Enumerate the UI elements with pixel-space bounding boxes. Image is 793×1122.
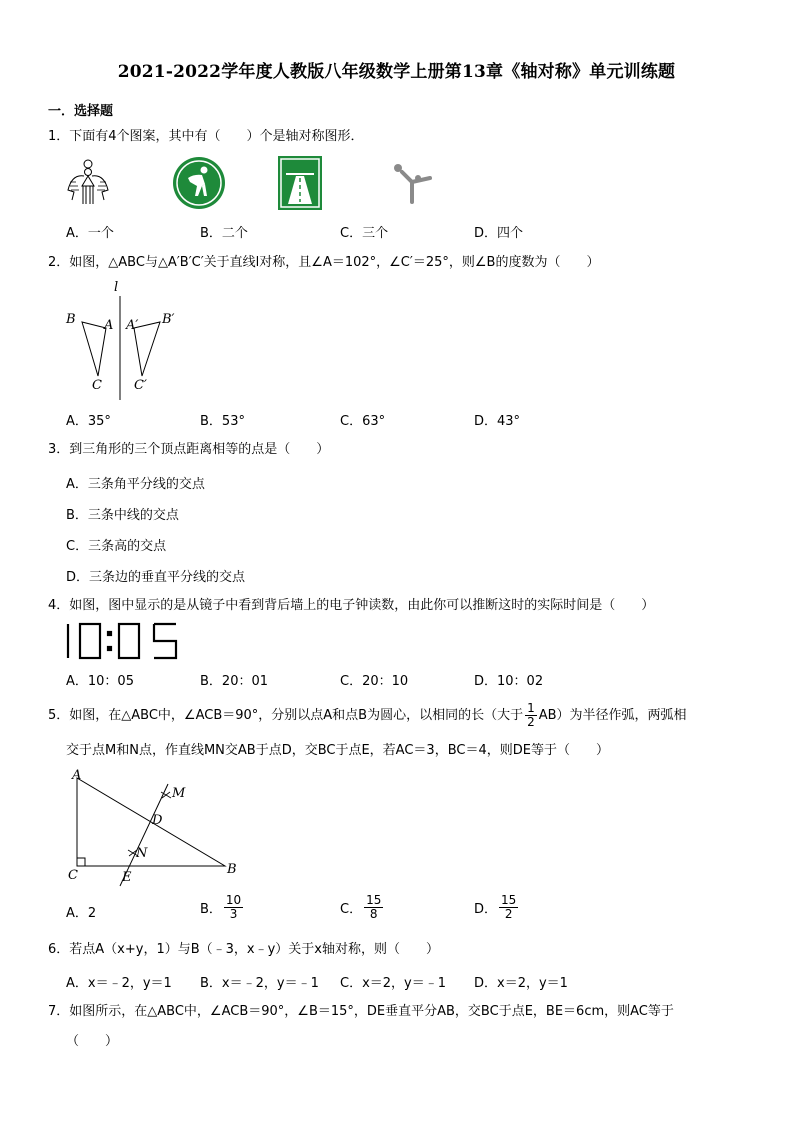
q2-label-b-prime: B′ (162, 312, 175, 327)
q5-option-b-prefix: B． (200, 902, 222, 917)
gymnast-figure (388, 162, 432, 206)
q1-option-d: D．四个 (474, 226, 524, 241)
q2-option-c: C．63° (340, 414, 386, 429)
q5-option-d-fraction (499, 894, 518, 921)
q5-label-e: E (122, 870, 132, 885)
q2-option-b: B．53° (200, 414, 245, 429)
q5-option-c-prefix: C． (340, 902, 363, 917)
q2-label-c-prime: C′ (134, 378, 147, 393)
question-2-stem (48, 254, 599, 272)
q5-label-d: D (152, 813, 163, 828)
q5-frac-den: 2 (527, 715, 535, 729)
q5-frac-num: 1 (527, 701, 535, 715)
q2-label-a-prime: A′ (126, 318, 139, 333)
section-heading: 一．选择题 (48, 104, 114, 119)
q6-option-b: B．x＝﹣2，y＝﹣1 (200, 976, 319, 991)
q5-option-a: A．2 (66, 906, 97, 921)
q5-option-c-den: 8 (369, 907, 378, 921)
q5-option-b-den: 3 (229, 907, 238, 921)
q2-figure (60, 282, 190, 402)
q5-option-d (474, 894, 520, 921)
q3-option-d: D．三条边的垂直平分线的交点 (66, 570, 246, 585)
q5-text-a: 5．如图，在△ABC中，∠ACB＝90°，分别以点A和点B为圆心，以相同的长（大于 (48, 708, 524, 723)
q5-option-b (200, 894, 245, 921)
question-7-tail: （ ） (66, 1034, 119, 1049)
q4-option-b: B．20：01 (200, 674, 269, 689)
q5-option-c-fraction (364, 894, 383, 921)
q3-option-a: A．三条角平分线的交点 (66, 477, 205, 492)
q6-option-a: A．x＝﹣2，y＝1 (66, 976, 172, 991)
green-person-sign (172, 156, 226, 210)
q5-figure (60, 770, 240, 890)
q2-label-l: l (114, 280, 119, 295)
q5-option-d-den: 2 (504, 907, 513, 921)
q4-option-a: A．10：05 (66, 674, 134, 689)
q6-option-d: D．x＝2，y＝1 (474, 976, 568, 991)
q5-label-n: N (136, 846, 148, 861)
q4-option-d: D．10：02 (474, 674, 544, 689)
q5-label-a: A (72, 768, 82, 783)
q2-stem-text: △ABC与△A′B′C′关于直线l对称，且∠A＝102°，∠C′＝25°，则∠B的度数为（ ） (108, 255, 600, 270)
question-3-stem: 3．到三角形的三个顶点距离相等的点是（ ） (48, 442, 330, 457)
question-6-stem: 6．若点A（x+y，1）与B（﹣3，x﹣y）关于x轴对称，则（ ） (48, 942, 439, 957)
q1-option-c: C．三个 (340, 226, 389, 241)
road-sign (278, 156, 322, 210)
q5-option-d-prefix: D． (474, 902, 498, 917)
q5-option-c (340, 894, 385, 921)
q1-option-a: A．一个 (66, 226, 114, 241)
q5-option-b-num: 10 (225, 893, 242, 907)
q4-option-c: C．20：10 (340, 674, 409, 689)
q3-option-c: C．三条高的交点 (66, 539, 167, 554)
q5-option-c-num: 15 (366, 893, 382, 907)
q6-option-c: C．x＝2，y＝﹣1 (340, 976, 447, 991)
q2-number: 2．如图， (48, 255, 109, 270)
q2-label-c: C (92, 378, 102, 393)
q3-option-b: B．三条中线的交点 (66, 508, 179, 523)
question-5-line-1 (48, 702, 687, 729)
q5-text-b: AB）为半径作弧，两弧相 (538, 708, 687, 723)
question-1-stem: 1．下面有4个图案，其中有（ ）个是轴对称图形． (48, 129, 364, 144)
mirrored-clock-digits (64, 622, 184, 660)
q5-label-b: B (227, 862, 237, 877)
q5-option-d-num: 15 (501, 893, 517, 907)
q5-fraction (525, 702, 537, 729)
angel-figure (66, 160, 110, 206)
question-4-stem: 4．如图，图中显示的是从镜子中看到背后墙上的电子钟读数，由此你可以推断这时的实际时间是（ ） (48, 598, 655, 613)
q5-option-b-fraction (224, 894, 243, 921)
page-title: 2021-2022学年度人教版八年级数学上册第13章《轴对称》单元训练题 (117, 62, 676, 82)
q1-option-b: B．二个 (200, 226, 248, 241)
q5-label-m: M (172, 786, 186, 801)
question-7-stem: 7．如图所示，在△ABC中，∠ACB＝90°，∠B＝15°，DE垂直平分AB，交BC于点E，BE＝6cm，则AC等于 (48, 1004, 674, 1019)
q2-label-a: A (104, 318, 114, 333)
q2-option-d: D．43° (474, 414, 521, 429)
q2-option-a: A．35° (66, 414, 111, 429)
q2-label-b: B (66, 312, 76, 327)
question-5-line-2: 交于点M和N点，作直线MN交AB于点D，交BC于点E，若AC＝3，BC＝4，则DE等于（ ） (66, 743, 609, 758)
q5-label-c: C (68, 868, 78, 883)
